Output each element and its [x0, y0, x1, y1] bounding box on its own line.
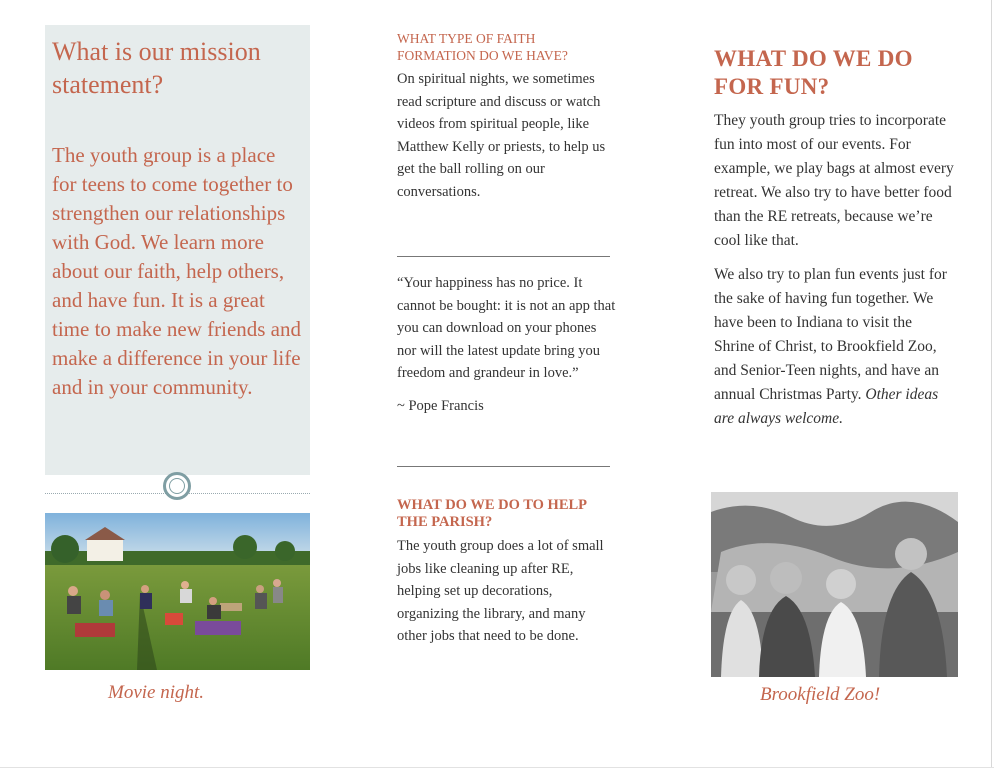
- mission-statement-box: [45, 25, 310, 475]
- help-parish-section: [397, 497, 617, 648]
- fun-text-2: [714, 263, 954, 431]
- faith-formation-heading: WHAT TYPE OF FAITH FORMATION DO WE HAVE?: [397, 31, 568, 63]
- fun-heading: WHAT DO WE DO FOR FUN?: [714, 46, 913, 99]
- movie-night-photo: [45, 513, 310, 670]
- fun-text-1: They youth group tries to incorporate fun into most of our events. For example, we play bags at almost every retreat. We also try to have better food than the RE retreats, because we’re cool like that.: [714, 112, 954, 249]
- page-right-border: [991, 0, 992, 768]
- mission-text: The youth group is a place for teens to come together to strengthen our relationships with God. We learn more about our faith, help others, and have fun. It is a great time to make new friends and make a difference in your life and in your community.: [52, 143, 302, 399]
- quote-section: [397, 272, 617, 417]
- mission-title: What is our mission statement?: [52, 37, 261, 99]
- faith-formation-text: On spiritual nights, we sometimes read scripture and discuss or watch videos from spiritual people, like Matthew Kelly or priests, to help us get the ball rolling on our conversations.: [397, 71, 606, 200]
- quote-text: “Your happiness has no price. It cannot be bought: it is not an app that you can download on your phones nor will the latest update bring you freedom and grandeur in love.”: [397, 275, 616, 381]
- section-divider-1: [397, 256, 610, 257]
- brookfield-zoo-caption: Brookfield Zoo!: [760, 684, 881, 705]
- section-divider-2: [397, 466, 610, 467]
- fun-section: [714, 45, 954, 431]
- help-parish-text: The youth group does a lot of small jobs like cleaning up after RE, helping set up decorations, organizing the library, and many other jobs that need to be done.: [397, 538, 604, 644]
- quote-author: ~ Pope Francis: [397, 397, 484, 414]
- faith-formation-section: [397, 30, 617, 203]
- fun-text-2-italic: Other ideas are always welcome.: [714, 386, 939, 427]
- help-parish-heading: WHAT DO WE DO TO HELP THE PARISH?: [397, 497, 587, 530]
- fun-text-2-main: We also try to plan fun events just for the sake of having fun together. We have been to Indiana to visit the Shrine of Christ, to Brookfield Zoo, and Senior-Teen nights, and have an annual Christmas Party.: [714, 266, 947, 403]
- circle-ornament-icon: [163, 472, 191, 500]
- movie-night-caption: Movie night.: [108, 682, 205, 703]
- brookfield-zoo-photo: [711, 492, 958, 677]
